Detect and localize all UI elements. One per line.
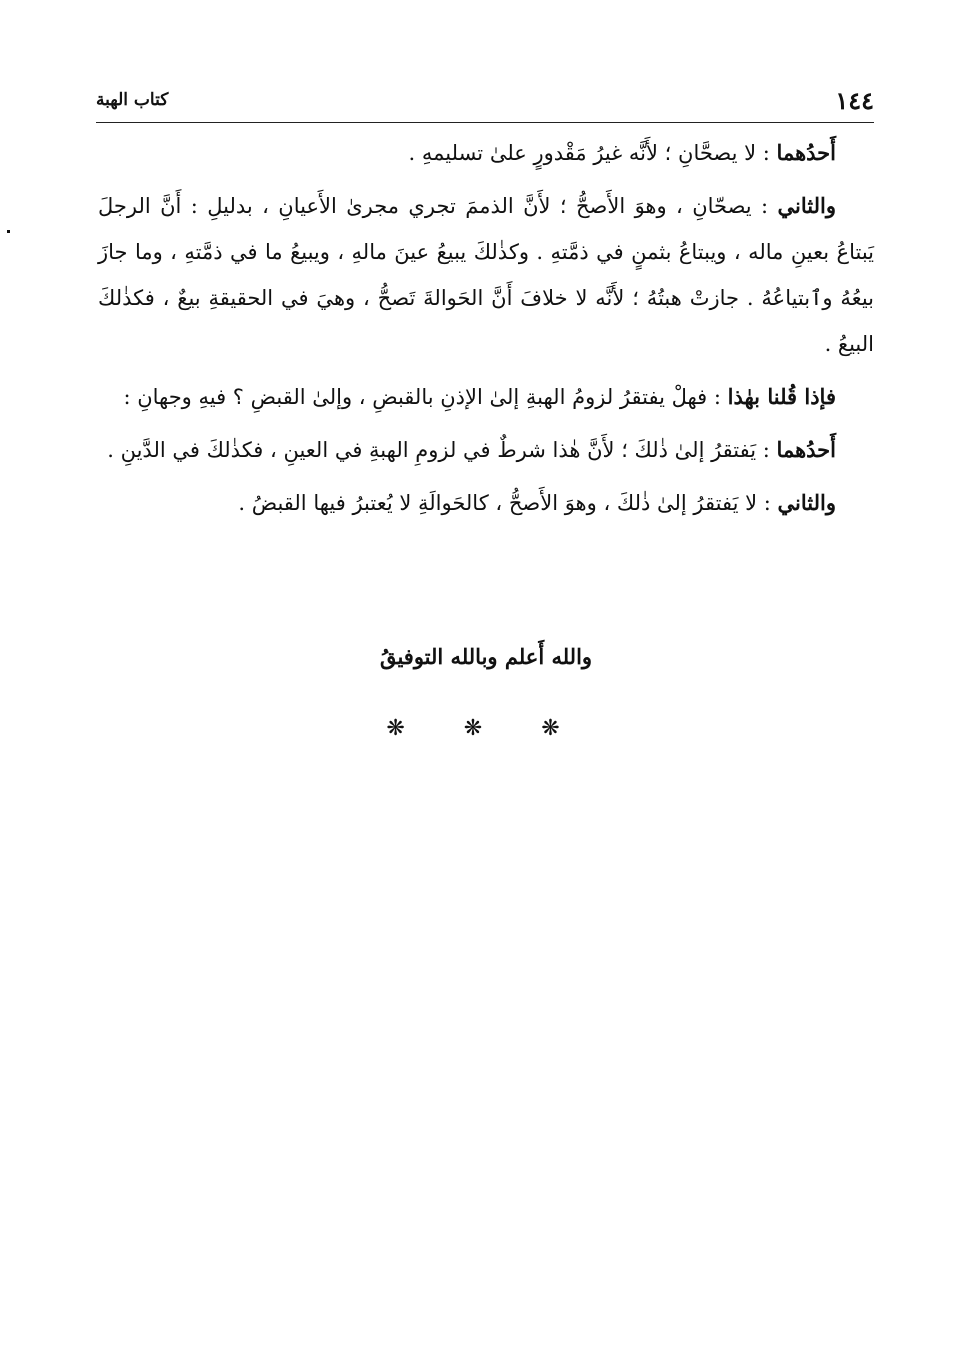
page-header xyxy=(96,84,874,120)
paragraph-lead: والثاني xyxy=(777,490,836,515)
paragraph-3 xyxy=(98,374,874,420)
paragraph-1 xyxy=(98,130,874,176)
margin-mark xyxy=(7,230,10,233)
paragraph-text: : لا يَفتقرُ إلىٰ ذٰلكَ ، وهوَ الأَصحُّ ، كالحَوالَةِ لا يُعتبرُ فيها القبضُ . xyxy=(238,491,778,515)
paragraph-text: : يَفتقرُ إلىٰ ذٰلكَ ؛ لأَنَّ هٰذا شرطٌ في لزومِ الهبةِ في العينِ ، فكذٰلكَ في الدَّينِ . xyxy=(107,438,777,462)
section-end-ornament: ❋ ❋ ❋ xyxy=(386,716,586,741)
paragraph-4 xyxy=(98,427,874,473)
page-number: ١٤٤ xyxy=(835,86,874,115)
paragraph-text: : يصحّانِ ، وهوَ الأَصحُّ ؛ لأَنَّ الذممَ تجري مجرىٰ الأَعيانِ ، بدليلِ : أَنَّ الرجلَ يَبتاعُ بعينِ ماله ، ويبتاعُ بثمنٍ في ذمَّتهِ . وكذٰلكَ يبيعُ عينَ مالهِ ، ويبيعُ ما في ذمَّتهِ ، وما جازَ بيعُهُ وٱبتياعُهُ . جازتْ هبتُهُ ؛ لأَنَّه لا خلافَ أَنَّ الحَوالةَ تَصحُّ ، وهيَ في الحقيقةِ بيعٌ ، فكذٰلكَ البيعُ . xyxy=(98,194,874,356)
paragraph-5 xyxy=(98,480,874,526)
running-title: كتاب الهبة xyxy=(96,90,169,110)
header-rule xyxy=(96,122,874,123)
closing-formula: والله أَعلم وبالله التوفيقُ xyxy=(379,644,593,669)
paragraph-lead: أَحدُهما xyxy=(776,437,836,462)
paragraph-2 xyxy=(98,183,874,367)
paragraph-text: : لا يصحَّانِ ؛ لأَنَّه غيرُ مَقْدورٍ علىٰ تسليمهِ . xyxy=(408,141,777,165)
paragraph-lead: والثاني xyxy=(777,193,836,218)
paragraph-lead: فإذا قُلنا بهٰذا xyxy=(727,384,836,409)
paragraph-text: : فهلْ يفتقرُ لزومُ الهبةِ إلىٰ الإذنِ بالقبضِ ، وإلىٰ القبضِ ؟ فيهِ وجهانِ : xyxy=(123,385,728,409)
body-text xyxy=(98,130,874,533)
paragraph-lead: أَحدُهما xyxy=(776,140,836,165)
